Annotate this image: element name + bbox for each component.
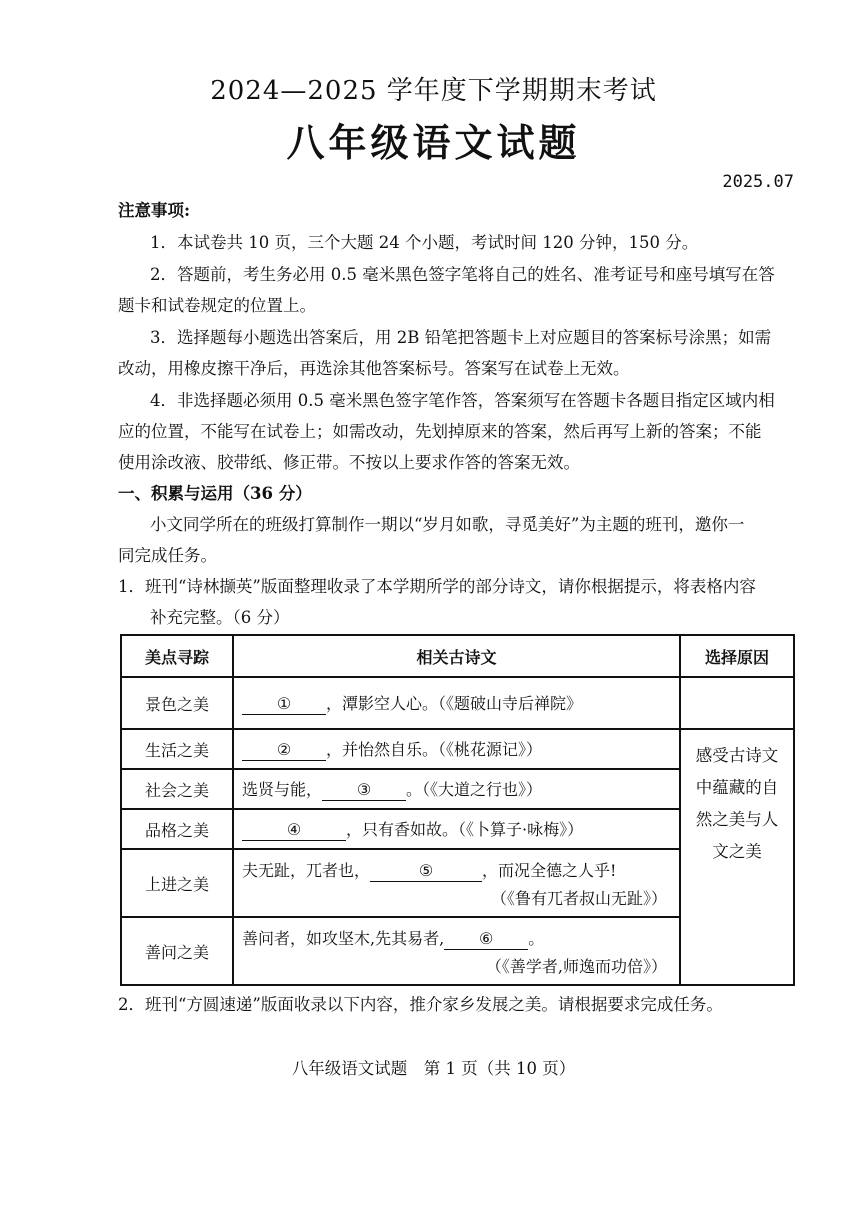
table-header-reason: 选择原因 <box>680 635 794 677</box>
table-row <box>121 677 794 729</box>
poem-table <box>120 634 795 986</box>
notice-item-4-line-1: 4．非选择题必须用 0.5 毫米黑色签字笔作答，答案须写在答题卡各题目指定区域内相 <box>150 391 775 410</box>
row-category: 社会之美 <box>121 769 233 809</box>
poem-text-before: 善问者，如攻坚木,先其易者, <box>242 928 445 948</box>
row-poem <box>233 917 680 985</box>
reason-line: 然之美与人 <box>695 810 779 829</box>
row-category: 生活之美 <box>121 729 233 769</box>
reason-empty-cell <box>680 677 794 729</box>
question-2: 2．班刊“方圆速递”版面收录以下内容，推介家乡发展之美。请根据要求完成任务。 <box>118 995 723 1014</box>
notice-item-3-line-2: 改动，用橡皮擦干净后，再选涂其他答案标号。答案写在试卷上无效。 <box>118 359 630 378</box>
answer-blank-6: ⑥ <box>444 929 528 950</box>
row-category: 上进之美 <box>121 849 233 917</box>
notice-item-2-line-1: 2．答题前，考生务必用 0.5 毫米黑色签字笔将自己的姓名、准考证号和座号填写在答 <box>150 265 775 284</box>
row-poem <box>233 677 680 729</box>
row-poem <box>233 849 680 917</box>
row-category: 善问之美 <box>121 917 233 985</box>
row-poem <box>233 729 680 769</box>
notice-item-1: 1．本试卷共 10 页，三个大题 24 个小题，考试时间 120 分钟，150 分。 <box>150 233 699 252</box>
table-header-category: 美点寻踪 <box>121 635 233 677</box>
notice-heading: 注意事项: <box>118 201 191 220</box>
notice-item-4-line-3: 使用涂改液、胶带纸、修正带。不按以上要求作答的答案无效。 <box>118 453 580 472</box>
notice-item-3-line-1: 3．选择题每小题选出答案后，用 2B 铅笔把答题卡上对应题目的答案标号涂黑；如需 <box>150 328 772 347</box>
reason-line: 中蕴藏的自 <box>695 778 779 797</box>
row-poem <box>233 769 680 809</box>
exam-date: 2025.07 <box>722 172 794 192</box>
row-category: 品格之美 <box>121 809 233 849</box>
exam-title: 2024—2025 学年度下学期期末考试 <box>210 76 657 106</box>
section-1-heading: 一、积累与运用（36 分） <box>118 484 312 503</box>
answer-blank-1: ① <box>242 694 326 715</box>
section-1-intro-line-1: 小文同学所在的班级打算制作一期以“岁月如歌，寻觅美好”为主题的班刊，邀你一 <box>150 515 745 534</box>
reason-line: 感受古诗文 <box>695 746 779 765</box>
notice-item-4-line-2: 应的位置，不能写在试卷上；如需改动，先划掉原来的答案，然后再写上新的答案；不能 <box>118 422 762 441</box>
poem-text-after: ，只有香如故。（《卜算子·咏梅》） <box>346 820 584 839</box>
answer-blank-3: ③ <box>322 780 406 801</box>
poem-text-before: 选贤与能， <box>242 780 323 799</box>
poem-text-after: ，而况全德之人乎! <box>482 860 617 880</box>
answer-blank-5: ⑤ <box>370 861 482 882</box>
table-row <box>121 729 794 769</box>
poem-text-after: 。（《大道之行也》） <box>406 780 543 799</box>
poem-text-before: 夫无趾，兀者也， <box>242 860 371 880</box>
row-category: 景色之美 <box>121 677 233 729</box>
page-footer: 八年级语文试题 第 1 页（共 10 页） <box>291 1059 576 1078</box>
paper-subtitle: 八年级语文试题 <box>286 120 581 165</box>
poem-source: （《鲁有兀者叔山无趾》） <box>490 888 667 908</box>
row-poem <box>233 809 680 849</box>
answer-blank-2: ② <box>242 740 326 761</box>
question-1-line-2: 补充完整。（6 分） <box>150 608 290 627</box>
poem-text-after: 。 <box>528 928 545 948</box>
answer-blank-4: ④ <box>242 820 346 841</box>
reason-line: 文之美 <box>712 842 762 861</box>
table-header-poems: 相关古诗文 <box>233 635 680 677</box>
poem-source: （《善学者,师逸而功倍》） <box>485 956 667 976</box>
notice-item-2-line-2: 题卡和试卷规定的位置上。 <box>118 296 316 315</box>
section-1-intro-line-2: 同完成任务。 <box>118 546 217 565</box>
question-1-line-1: 1．班刊“诗林撷英”版面整理收录了本学期所学的部分诗文，请你根据提示，将表格内容 <box>118 577 756 596</box>
poem-text-after: ，并怡然自乐。（《桃花源记》） <box>326 740 543 759</box>
poem-text-after: ，潭影空人心。（《题破山寺后禅院》 <box>326 694 583 713</box>
reason-cell <box>680 729 794 985</box>
